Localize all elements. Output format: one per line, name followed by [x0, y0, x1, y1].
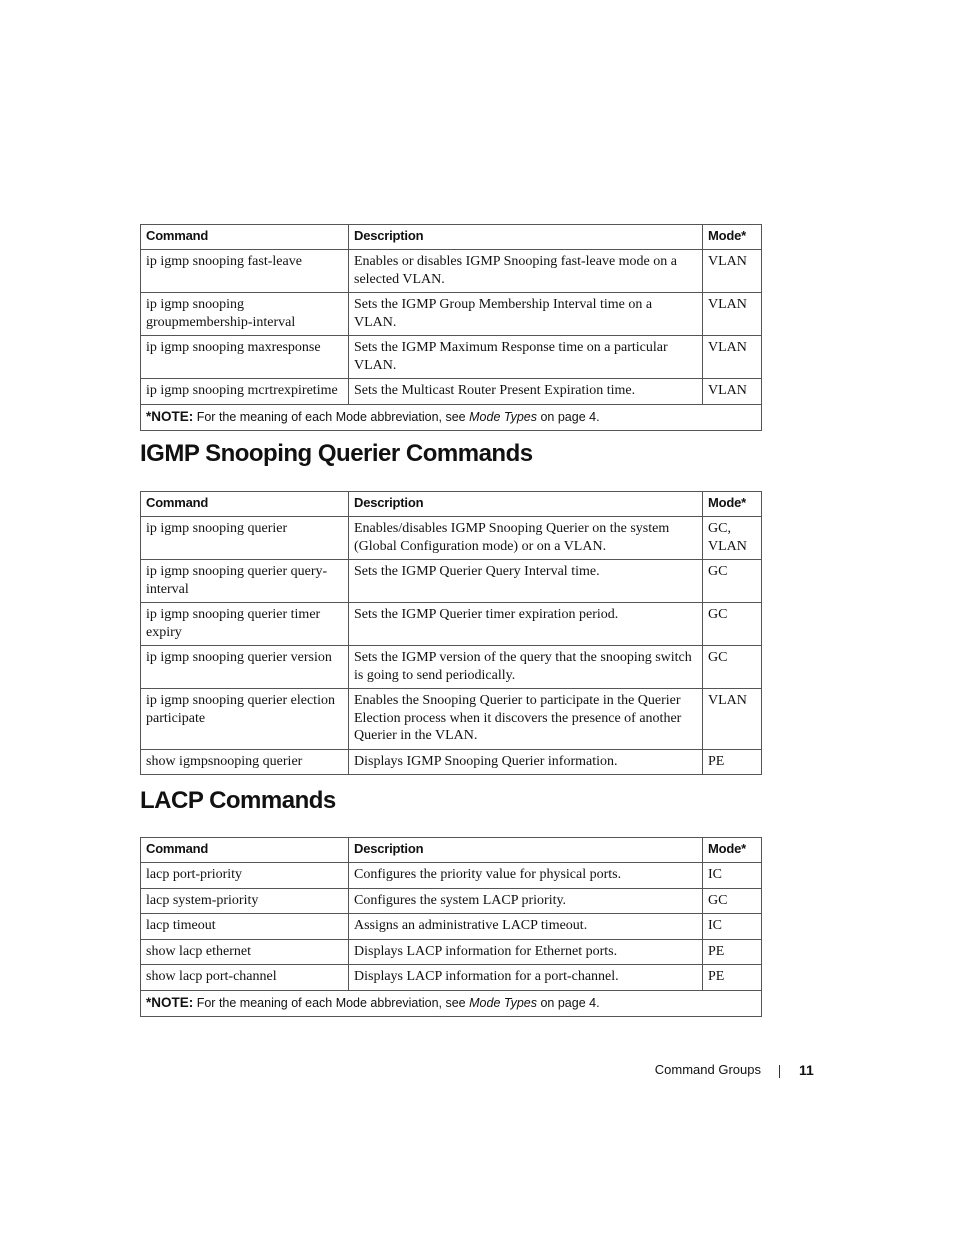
table-row [141, 888, 762, 914]
description-cell: Sets the IGMP Querier Query Interval time. [349, 560, 703, 603]
note-lead: *NOTE: [146, 994, 194, 1010]
header-command: Command [141, 492, 349, 517]
note-text: For the meaning of each Mode abbreviation, see [193, 995, 470, 1010]
description-cell: Configures the system LACP priority. [349, 888, 703, 914]
description-cell: Sets the IGMP Maximum Response time on a particular VLAN. [349, 336, 703, 379]
table-row [141, 689, 762, 750]
header-command: Command [141, 225, 349, 250]
note-cell [141, 990, 762, 1017]
command-cell: show lacp ethernet [141, 939, 349, 965]
command-cell: ip igmp snooping groupmembership-interval [141, 293, 349, 336]
mode-cell: VLAN [703, 250, 762, 293]
command-cell: lacp timeout [141, 914, 349, 940]
mode-cell: GC, VLAN [703, 517, 762, 560]
table-header-row [141, 225, 762, 250]
mode-cell: GC [703, 646, 762, 689]
header-description: Description [349, 838, 703, 863]
command-cell: show lacp port-channel [141, 965, 349, 991]
note-text-end: on page 4. [536, 995, 600, 1010]
table-row [141, 749, 762, 775]
header-mode: Mode* [703, 838, 762, 863]
command-cell: ip igmp snooping querier query-interval [141, 560, 349, 603]
command-cell: ip igmp snooping querier timer expiry [141, 603, 349, 646]
mode-cell: PE [703, 965, 762, 991]
description-cell: Assigns an administrative LACP timeout. [349, 914, 703, 940]
description-cell: Sets the Multicast Router Present Expiration time. [349, 379, 703, 405]
mode-cell: VLAN [703, 336, 762, 379]
command-cell: ip igmp snooping querier [141, 517, 349, 560]
description-cell: Enables the Snooping Querier to participate in the Querier Election process when it discovers the presence of another Querier in the VLAN. [349, 689, 703, 750]
table-row [141, 603, 762, 646]
header-mode: Mode* [703, 225, 762, 250]
igmp-snooping-table [140, 224, 762, 431]
section-title-lacp: LACP Commands [140, 787, 336, 814]
table-row [141, 560, 762, 603]
command-cell: ip igmp snooping maxresponse [141, 336, 349, 379]
table-row [141, 646, 762, 689]
command-cell: ip igmp snooping querier version [141, 646, 349, 689]
description-cell: Sets the IGMP Querier timer expiration period. [349, 603, 703, 646]
table-row [141, 517, 762, 560]
table-header-row [141, 838, 762, 863]
note-text-end: on page 4. [536, 409, 600, 424]
table-row [141, 250, 762, 293]
lacp-table [140, 837, 762, 1017]
mode-cell: PE [703, 939, 762, 965]
footer-divider [779, 1065, 780, 1078]
igmp-querier-table [140, 491, 762, 775]
description-cell: Configures the priority value for physical ports. [349, 863, 703, 889]
table-row [141, 863, 762, 889]
header-mode: Mode* [703, 492, 762, 517]
description-cell: Sets the IGMP version of the query that the snooping switch is going to send periodically. [349, 646, 703, 689]
mode-cell: GC [703, 888, 762, 914]
header-command: Command [141, 838, 349, 863]
mode-cell: IC [703, 914, 762, 940]
description-cell: Enables/disables IGMP Snooping Querier on the system (Global Configuration mode) or on a VLAN. [349, 517, 703, 560]
footer-section-label: Command Groups [654, 1062, 761, 1077]
section-title-igmp-querier: IGMP Snooping Querier Commands [140, 440, 533, 467]
table-row [141, 939, 762, 965]
description-cell: Sets the IGMP Group Membership Interval time on a VLAN. [349, 293, 703, 336]
mode-cell: PE [703, 749, 762, 775]
mode-cell: VLAN [703, 379, 762, 405]
table-row [141, 965, 762, 991]
description-cell: Displays IGMP Snooping Querier information. [349, 749, 703, 775]
description-cell: Displays LACP information for Ethernet ports. [349, 939, 703, 965]
note-lead: *NOTE: [146, 408, 194, 424]
command-cell: ip igmp snooping fast-leave [141, 250, 349, 293]
command-cell: lacp port-priority [141, 863, 349, 889]
mode-cell: IC [703, 863, 762, 889]
page-footer [0, 1062, 954, 1082]
command-cell: lacp system-priority [141, 888, 349, 914]
mode-cell: GC [703, 603, 762, 646]
table-row [141, 293, 762, 336]
description-cell: Enables or disables IGMP Snooping fast-leave mode on a selected VLAN. [349, 250, 703, 293]
note-link[interactable]: Mode Types [469, 409, 537, 424]
command-cell: ip igmp snooping querier election participate [141, 689, 349, 750]
mode-cell: VLAN [703, 689, 762, 750]
header-description: Description [349, 492, 703, 517]
description-cell: Displays LACP information for a port-channel. [349, 965, 703, 991]
table-row [141, 914, 762, 940]
mode-cell: GC [703, 560, 762, 603]
note-link[interactable]: Mode Types [469, 995, 537, 1010]
table-row [141, 336, 762, 379]
note-cell [141, 404, 762, 431]
note-row [141, 990, 762, 1017]
header-description: Description [349, 225, 703, 250]
note-row [141, 404, 762, 431]
command-cell: show igmpsnooping querier [141, 749, 349, 775]
page-number: 11 [799, 1062, 814, 1078]
command-cell: ip igmp snooping mcrtrexpiretime [141, 379, 349, 405]
mode-cell: VLAN [703, 293, 762, 336]
table-header-row [141, 492, 762, 517]
table-row [141, 379, 762, 405]
note-text: For the meaning of each Mode abbreviation, see [193, 409, 470, 424]
